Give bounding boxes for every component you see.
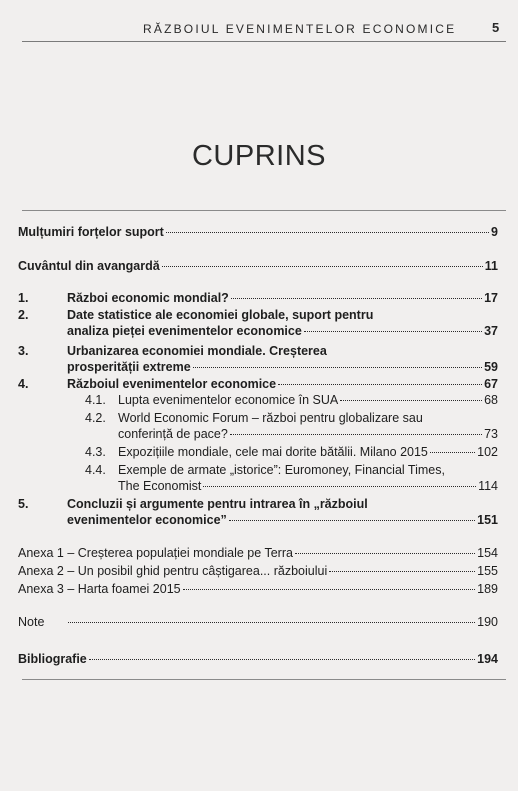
chapter-page: 17 <box>484 291 498 305</box>
subchapter-number: 4.1. <box>85 393 106 407</box>
toc-entry-notes <box>0 615 518 630</box>
chapter-page: 151 <box>477 513 498 527</box>
dot-leader <box>340 400 482 401</box>
toc-subchapter-4-2 <box>0 411 518 441</box>
dot-leader <box>430 452 475 453</box>
header-rule <box>22 41 506 42</box>
annex-title: Anexa 1 – Creșterea populației mondiale pe Terra <box>18 546 293 560</box>
toc-entry-label: Cuvântul din avangardă <box>18 259 160 273</box>
toc-subchapter-4-1 <box>0 393 518 408</box>
chapter-title-line: analiza pieței evenimentelor economice <box>67 324 302 338</box>
subchapter-page: 73 <box>484 427 498 441</box>
toc-chapter-5 <box>0 497 518 527</box>
page-number: 5 <box>492 20 500 35</box>
toc-chapter-4 <box>0 377 518 392</box>
subchapter-title: Expozițiile mondiale, cele mai dorite bătălii. Milano 2015 <box>118 445 428 459</box>
dot-leader <box>166 232 489 233</box>
chapter-title-line: Concluzii și argumente pentru intrarea în „războiul <box>67 497 368 511</box>
subchapter-page: 102 <box>477 445 498 459</box>
subchapter-title-line: Exemple de armate „istorice”: Euromoney, Financial Times, <box>118 463 445 477</box>
toc-chapter-1 <box>0 291 518 306</box>
chapter-number: 4. <box>18 377 29 391</box>
toc-entry-page: 11 <box>484 259 498 273</box>
dot-leader <box>162 266 483 267</box>
chapter-title-line: Urbanizarea economiei mondiale. Creșterea <box>67 344 327 358</box>
subchapter-title: Lupta evenimentelor economice în SUA <box>118 393 339 407</box>
chapter-title: Război economic mondial? <box>67 291 229 305</box>
dot-leader <box>193 367 482 368</box>
chapter-title-line: Date statistice ale economiei globale, suport pentru <box>67 308 374 322</box>
annex-page: 154 <box>477 546 498 560</box>
subchapter-page: 68 <box>484 393 498 407</box>
running-header <box>0 14 518 38</box>
toc-subchapter-4-4 <box>0 463 518 493</box>
subchapter-number: 4.3. <box>85 445 106 459</box>
subchapter-number: 4.4. <box>85 463 106 477</box>
toc-annex-3 <box>0 582 518 597</box>
dot-leader <box>304 331 482 332</box>
chapter-number: 3. <box>18 344 29 358</box>
annex-page: 189 <box>477 582 498 596</box>
toc-entry-bibliography <box>0 652 518 667</box>
subchapter-title-line: conferință de pace? <box>118 427 228 441</box>
annex-page: 155 <box>477 564 498 578</box>
chapter-number: 1. <box>18 291 29 305</box>
dot-leader <box>229 520 475 521</box>
bibliography-page: 194 <box>477 652 498 666</box>
toc-entry-acknowledgements <box>0 225 518 240</box>
bibliography-label: Bibliografie <box>18 652 87 666</box>
subchapter-title-line: World Economic Forum – război pentru globalizare sau <box>118 411 423 425</box>
dot-leader <box>329 571 475 572</box>
chapter-page: 59 <box>484 360 498 374</box>
toc-annex-2 <box>0 564 518 579</box>
dot-leader <box>89 659 475 660</box>
chapter-title-line: evenimentelor economice” <box>67 513 227 527</box>
notes-label: Note <box>18 615 45 629</box>
dot-leader <box>295 553 475 554</box>
dot-leader <box>231 298 482 299</box>
annex-title: Anexa 3 – Harta foamei 2015 <box>18 582 181 596</box>
subchapter-page: 114 <box>478 479 498 493</box>
toc-top-rule <box>22 210 506 211</box>
dot-leader <box>230 434 482 435</box>
chapter-number: 5. <box>18 497 29 511</box>
toc-entry-page: 9 <box>491 225 498 239</box>
dot-leader <box>278 384 482 385</box>
toc-title: CUPRINS <box>191 140 326 172</box>
chapter-page: 37 <box>484 324 498 338</box>
toc-entry-label: Mulțumiri forțelor suport <box>18 225 164 239</box>
chapter-page: 67 <box>484 377 498 391</box>
toc-chapter-3 <box>0 344 518 374</box>
chapter-title-line: prosperității extreme <box>67 360 191 374</box>
subchapter-number: 4.2. <box>85 411 106 425</box>
dot-leader <box>68 622 475 623</box>
toc-subchapter-4-3 <box>0 445 518 460</box>
notes-page: 190 <box>477 615 498 629</box>
subchapter-title-line: The Economist <box>118 479 202 493</box>
dot-leader <box>203 486 476 487</box>
running-title: RĂZBOIUL EVENIMENTELOR ECONOMICE <box>143 22 457 36</box>
dot-leader <box>183 589 476 590</box>
annex-title: Anexa 2 – Un posibil ghid pentru câștigarea... războiului <box>18 564 328 578</box>
toc-chapter-2 <box>0 308 518 338</box>
toc-entry-foreword <box>0 259 518 274</box>
chapter-title: Războiul evenimentelor economice <box>67 377 277 391</box>
toc-bottom-rule <box>22 679 506 680</box>
chapter-number: 2. <box>18 308 29 322</box>
toc-annex-1 <box>0 546 518 561</box>
